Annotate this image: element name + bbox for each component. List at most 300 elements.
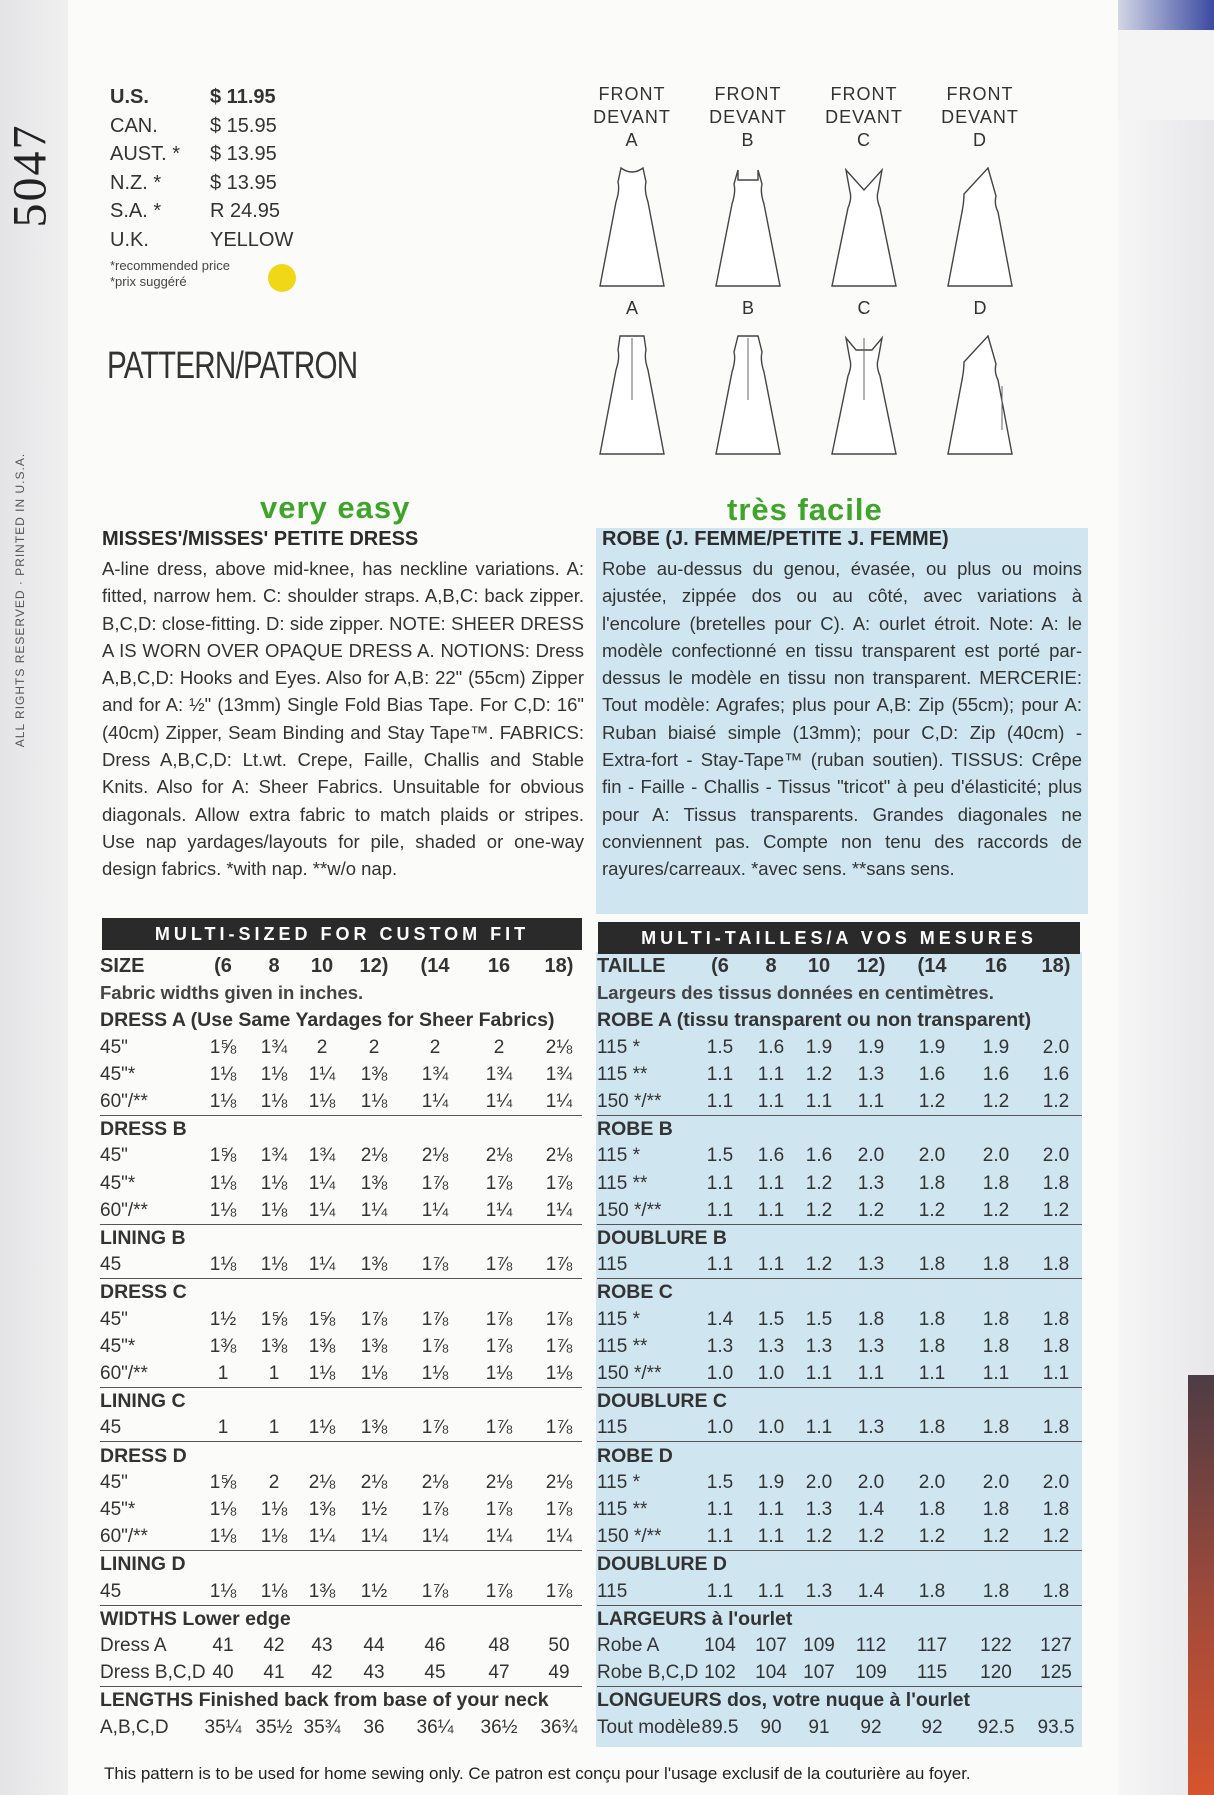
table-cell: 1⅛ — [209, 1063, 237, 1085]
row-label: TAILLE — [597, 955, 666, 977]
table-cell: 1.1 — [757, 1254, 785, 1276]
table-cell: 1 — [217, 1363, 229, 1384]
table-row — [100, 1632, 582, 1659]
table-cell: 1⅛ — [260, 1172, 288, 1194]
table-cell: 104 — [755, 1662, 787, 1684]
table-cell: 104 — [704, 1635, 736, 1656]
easy-title-fr: très facile — [727, 492, 883, 527]
table-cell: 1.1 — [706, 1172, 734, 1194]
table-cell: 18) — [1041, 955, 1071, 977]
table-row — [597, 1251, 1082, 1279]
row-label: DRESS A (Use Same Yardages for Sheer Fabrics) — [100, 1009, 555, 1032]
table-row — [597, 1496, 1082, 1523]
view-label-letter: D — [973, 130, 987, 150]
table-row — [100, 1251, 582, 1279]
table-row — [100, 1469, 582, 1496]
table-cell: 1⅜ — [308, 1335, 336, 1357]
row-label: ROBE C — [597, 1281, 673, 1304]
view-label-line1: FRONT — [946, 84, 1014, 104]
row-label: LONGUEURS dos, votre nuque à l'ourlet — [597, 1689, 971, 1712]
pattern-label: PATTERN/PATRON — [107, 345, 358, 387]
price-row — [110, 143, 340, 169]
table-row — [100, 1659, 582, 1687]
table-cell: 8 — [765, 955, 777, 977]
table-cell: 1.2 — [805, 1172, 833, 1194]
description-title-en: MISSES'/MISSES' PETITE DRESS — [102, 528, 419, 550]
table-cell: 50 — [548, 1635, 570, 1656]
table-cell: 1.2 — [1042, 1199, 1070, 1221]
table-cell: 2⅛ — [308, 1471, 336, 1493]
table-row — [100, 1550, 582, 1577]
side-legal-text: ALL RIGHTS RESERVED · PRINTED IN U.S.A. — [13, 452, 28, 748]
table-cell: 109 — [803, 1635, 835, 1656]
table-cell: 1.8 — [1042, 1254, 1070, 1276]
table-cell: 1.4 — [857, 1580, 885, 1602]
table-cell: 2 — [493, 1036, 505, 1058]
table-cell: 1⅞ — [545, 1172, 573, 1194]
table-cell: 1⅜ — [360, 1172, 388, 1194]
table-cell: 1⅛ — [260, 1063, 288, 1085]
table-cell: 1.8 — [1042, 1308, 1070, 1330]
table-cell: 1¾ — [421, 1063, 449, 1085]
table-cell: 1⅞ — [545, 1308, 573, 1330]
description-en — [102, 528, 584, 883]
table-cell: 1.1 — [857, 1363, 885, 1384]
row-label: 45 — [100, 1417, 122, 1439]
table-row — [597, 952, 1082, 979]
table-cell: 1.1 — [757, 1172, 785, 1194]
front-dress-d-icon — [942, 162, 1018, 292]
table-row — [100, 1578, 582, 1606]
table-cell: 49 — [548, 1662, 570, 1684]
table-cell: 2.0 — [918, 1471, 946, 1493]
view-label-line2: DEVANT — [709, 107, 787, 127]
table-cell: 1.3 — [857, 1417, 885, 1439]
table-cell: 1.2 — [805, 1063, 833, 1085]
table-row — [597, 1224, 1082, 1251]
table-cell: 36¼ — [416, 1716, 454, 1738]
table-row — [100, 1333, 582, 1360]
table-cell: 1.0 — [706, 1417, 734, 1439]
table-cell: 2.0 — [805, 1471, 833, 1493]
table-cell: 1.9 — [857, 1036, 885, 1058]
table-cell: 1⅞ — [485, 1580, 513, 1602]
table-cell: 1.1 — [706, 1580, 734, 1602]
row-label: LINING B — [100, 1227, 186, 1249]
table-row — [100, 1714, 582, 1741]
table-cell: 1.8 — [918, 1417, 946, 1439]
table-cell: 112 — [855, 1635, 887, 1656]
table-cell: 1.1 — [757, 1499, 785, 1520]
table-cell: 1.8 — [982, 1308, 1010, 1330]
table-cell: 40 — [212, 1662, 234, 1684]
description-fr — [596, 528, 1088, 914]
table-row — [597, 1006, 1082, 1033]
table-cell: 1.5 — [706, 1471, 734, 1493]
table-cell: 16 — [984, 955, 1008, 977]
table-cell: 1⅞ — [421, 1254, 449, 1276]
table-cell: 42 — [311, 1662, 333, 1684]
table-cell: 47 — [488, 1662, 510, 1684]
table-row — [597, 1550, 1082, 1577]
row-label: 150 */** — [597, 1091, 662, 1112]
table-cell: 1.1 — [757, 1580, 785, 1602]
row-label: 115 ** — [597, 1063, 648, 1085]
price-amount: $ 15.95 — [210, 114, 277, 137]
row-label: 45"* — [100, 1172, 136, 1194]
table-cell: 42 — [263, 1635, 285, 1656]
table-cell: 2⅛ — [545, 1145, 573, 1167]
table-row — [100, 1442, 582, 1469]
table-row — [100, 1306, 582, 1333]
table-row — [597, 1632, 1082, 1659]
table-cell: 1.2 — [918, 1526, 946, 1548]
view-label-line2: DEVANT — [593, 107, 671, 127]
price-country: AUST. * — [110, 143, 181, 165]
table-cell: 46 — [424, 1635, 446, 1656]
front-dress-c-icon — [826, 162, 902, 292]
table-cell: 1.3 — [805, 1580, 833, 1602]
table-cell: 1.6 — [805, 1145, 833, 1167]
table-row — [597, 1414, 1082, 1442]
row-label: Robe A — [597, 1635, 660, 1656]
row-label: 150 */** — [597, 1526, 662, 1548]
view-label-line1: FRONT — [714, 84, 782, 104]
table-cell: 43 — [311, 1635, 333, 1656]
table-cell: 1⅜ — [360, 1417, 388, 1439]
back-view-letter: C — [857, 298, 871, 318]
table-cell: 90 — [760, 1716, 782, 1738]
table-cell: 1⅝ — [308, 1308, 336, 1330]
table-cell: 1⅛ — [260, 1526, 288, 1548]
price-row — [110, 86, 340, 112]
table-cell: 1.0 — [757, 1363, 785, 1384]
row-label: 115 — [597, 1417, 628, 1439]
table-cell: 2⅛ — [545, 1471, 573, 1493]
table-cell: 125 — [1040, 1662, 1072, 1684]
row-label: LINING C — [100, 1390, 186, 1413]
table-cell: 1.8 — [918, 1580, 946, 1602]
table-cell: 1.2 — [857, 1199, 885, 1221]
view-label-c — [809, 83, 919, 152]
table-cell: 1.1 — [805, 1363, 833, 1384]
table-cell: 1.1 — [982, 1363, 1010, 1384]
table-cell: 1.9 — [982, 1036, 1010, 1058]
table-cell: 2⅛ — [485, 1471, 513, 1493]
table-cell: 1⅛ — [308, 1417, 336, 1439]
table-row — [597, 1442, 1082, 1469]
price-row — [110, 172, 340, 198]
row-label: 115 * — [597, 1145, 640, 1167]
table-cell: 1.8 — [1042, 1499, 1070, 1520]
table-cell: 91 — [808, 1716, 830, 1738]
table-cell: 2 — [429, 1036, 441, 1058]
table-cell: 1⅞ — [545, 1254, 573, 1276]
row-label: WIDTHS Lower edge — [100, 1607, 291, 1630]
table-cell: 1.2 — [982, 1091, 1010, 1112]
row-label: Largeurs des tissus données en centimètres. — [597, 982, 994, 1004]
table-row — [597, 1034, 1082, 1061]
table-cell: 1.8 — [857, 1308, 885, 1330]
table-cell: (6 — [711, 955, 729, 977]
table-cell: 2⅛ — [421, 1471, 449, 1493]
table-cell: (6 — [214, 955, 232, 977]
table-cell: 1.8 — [982, 1172, 1010, 1194]
table-row — [597, 1523, 1082, 1551]
row-label: Tout modèle — [597, 1716, 701, 1738]
price-country: S.A. * — [110, 200, 162, 222]
row-label: DOUBLURE D — [597, 1553, 727, 1576]
banner-fr: MULTI-TAILLES/A VOS MESURES — [598, 922, 1080, 954]
table-cell: 1⅝ — [209, 1145, 237, 1167]
price-row — [110, 229, 340, 255]
table-cell: 1.1 — [706, 1063, 734, 1085]
table-cell: 1.8 — [918, 1499, 946, 1520]
table-cell: 1.5 — [805, 1308, 833, 1330]
table-cell: 16 — [487, 955, 511, 977]
table-cell: 1 — [268, 1363, 280, 1384]
row-label: A,B,C,D — [100, 1716, 169, 1738]
table-row — [100, 1006, 582, 1033]
table-cell: 1.1 — [706, 1199, 734, 1221]
table-cell: 18) — [544, 955, 574, 977]
price-amount: $ 11.95 — [210, 86, 276, 108]
table-cell: 1⅛ — [260, 1091, 288, 1112]
table-cell: 1.8 — [1042, 1335, 1070, 1357]
table-cell: 93.5 — [1037, 1716, 1075, 1738]
table-cell: 35¾ — [303, 1716, 341, 1738]
table-cell: 1½ — [360, 1580, 388, 1602]
row-label: 45" — [100, 1308, 128, 1330]
table-cell: 2.0 — [1042, 1471, 1070, 1493]
price-amount: R 24.95 — [210, 200, 281, 222]
table-cell: 1.2 — [918, 1091, 946, 1112]
table-cell: 10 — [310, 955, 334, 977]
row-label: DOUBLURE C — [597, 1390, 727, 1413]
table-cell: 1.3 — [857, 1335, 885, 1357]
table-cell: 1⅞ — [485, 1417, 513, 1439]
table-row — [597, 1360, 1082, 1388]
table-cell: 1.9 — [757, 1471, 785, 1493]
row-label: 45"* — [100, 1499, 136, 1520]
table-cell: 2 — [268, 1471, 280, 1493]
table-cell: 1.8 — [982, 1417, 1010, 1439]
row-label: 60"/** — [100, 1199, 148, 1221]
table-cell: 1.1 — [918, 1363, 946, 1384]
table-cell: 1⅞ — [421, 1308, 449, 1330]
price-country: CAN. — [110, 114, 158, 137]
table-cell: 1.1 — [706, 1254, 734, 1276]
table-cell: 1⅛ — [260, 1254, 288, 1276]
table-row — [100, 1088, 582, 1116]
table-cell: 1.1 — [757, 1199, 785, 1221]
table-cell: 1.3 — [757, 1335, 785, 1357]
table-cell: 1⅜ — [308, 1580, 336, 1602]
table-cell: 1.6 — [918, 1063, 946, 1085]
table-cell: 1¼ — [485, 1199, 513, 1221]
row-label: 115 — [597, 1254, 628, 1276]
table-cell: 1.2 — [918, 1199, 946, 1221]
envelope-top-band — [1110, 0, 1214, 30]
table-cell: 2⅛ — [360, 1145, 388, 1167]
table-row — [100, 1170, 582, 1197]
table-cell: 1.3 — [857, 1063, 885, 1085]
table-cell: 1¾ — [485, 1063, 513, 1085]
table-row — [100, 1034, 582, 1061]
table-cell: 36½ — [480, 1716, 518, 1738]
table-cell: 1.8 — [918, 1335, 946, 1357]
table-cell: 1⅛ — [209, 1580, 237, 1602]
table-cell: 1.1 — [706, 1091, 734, 1112]
table-cell: 1⅛ — [360, 1091, 388, 1112]
table-cell: 48 — [488, 1635, 510, 1656]
row-label: Dress B,C,D — [100, 1662, 206, 1684]
view-label-letter: A — [625, 130, 639, 150]
row-label: DRESS B — [100, 1118, 187, 1141]
row-label: ROBE B — [597, 1118, 673, 1141]
table-cell: 1.1 — [706, 1499, 734, 1520]
table-cell: 1.4 — [857, 1499, 885, 1520]
view-label-d — [925, 83, 1035, 152]
price-country: N.Z. * — [110, 171, 162, 194]
table-row — [100, 1278, 582, 1305]
price-amount: YELLOW — [210, 228, 294, 251]
table-row — [100, 1686, 582, 1713]
table-cell: 1.8 — [982, 1335, 1010, 1357]
table-cell: 1¼ — [545, 1526, 573, 1548]
table-cell: 1⅝ — [260, 1308, 288, 1330]
table-row — [597, 1605, 1082, 1632]
table-cell: 89.5 — [701, 1716, 739, 1738]
table-row — [597, 1142, 1082, 1169]
table-cell: 1.6 — [982, 1063, 1010, 1085]
table-cell: 12) — [856, 955, 886, 977]
table-cell: 1¾ — [260, 1036, 288, 1058]
table-cell: 1.8 — [918, 1172, 946, 1194]
table-cell: 1¼ — [421, 1526, 449, 1548]
table-cell: 1.5 — [706, 1145, 734, 1167]
table-cell: 1⅞ — [485, 1499, 513, 1520]
table-cell: 2⅛ — [360, 1471, 388, 1493]
table-cell: 2.0 — [1042, 1145, 1070, 1167]
row-label: DRESS C — [100, 1281, 187, 1304]
row-label: 45 — [100, 1254, 122, 1276]
table-cell: 1.0 — [757, 1417, 785, 1439]
table-cell: 1⅛ — [209, 1172, 237, 1194]
table-row — [100, 1061, 582, 1088]
row-label: 115 * — [597, 1036, 640, 1058]
view-label-a — [577, 83, 687, 152]
table-cell: 41 — [212, 1635, 234, 1656]
table-row — [100, 1523, 582, 1551]
banner-en: MULTI-SIZED FOR CUSTOM FIT — [102, 918, 582, 950]
table-row — [597, 1578, 1082, 1606]
table-cell: 1¼ — [308, 1254, 336, 1276]
table-cell: 1.2 — [805, 1526, 833, 1548]
row-label: 60"/** — [100, 1091, 148, 1112]
row-label: Dress A — [100, 1635, 167, 1656]
table-cell: 1⅞ — [485, 1308, 513, 1330]
row-label: LENGTHS Finished back from base of your neck — [100, 1689, 549, 1712]
table-cell: 1.0 — [706, 1363, 734, 1384]
back-dress-d-icon — [942, 330, 1018, 460]
table-cell: 1¾ — [308, 1145, 336, 1167]
row-label: DOUBLURE B — [597, 1227, 727, 1249]
table-cell: 1¼ — [421, 1199, 449, 1221]
table-cell: 1⅞ — [421, 1172, 449, 1194]
table-cell: 1⅛ — [209, 1091, 237, 1112]
price-country: U.S. — [110, 86, 149, 108]
table-cell: 1⅛ — [545, 1363, 573, 1384]
view-label-line2: DEVANT — [825, 107, 903, 127]
row-label: 45"* — [100, 1063, 136, 1085]
table-cell: 1⅜ — [260, 1335, 288, 1357]
table-cell: 1.1 — [805, 1417, 833, 1439]
table-cell: 1.1 — [757, 1091, 785, 1112]
table-cell: 1.5 — [706, 1036, 734, 1058]
table-cell: 1⅞ — [545, 1335, 573, 1357]
table-row — [597, 1088, 1082, 1116]
table-cell: 1⅞ — [545, 1417, 573, 1439]
table-row — [100, 1224, 582, 1251]
table-row — [100, 1360, 582, 1388]
table-cell: 1.8 — [918, 1308, 946, 1330]
table-cell: 1.8 — [982, 1254, 1010, 1276]
table-cell: 1.1 — [805, 1091, 833, 1112]
row-label: 45 — [100, 1580, 122, 1602]
table-cell: 1¼ — [421, 1091, 449, 1112]
table-cell: 2 — [368, 1036, 380, 1058]
table-cell: 1⅞ — [545, 1499, 573, 1520]
table-cell: 2 — [316, 1036, 328, 1058]
envelope-left-edge — [0, 0, 68, 1795]
table-cell: 117 — [916, 1635, 948, 1656]
table-cell: 1.9 — [805, 1036, 833, 1058]
table-cell: 1⅛ — [260, 1580, 288, 1602]
row-label: Robe B,C,D — [597, 1662, 699, 1684]
table-cell: 1⅞ — [421, 1580, 449, 1602]
table-cell: 1⅛ — [209, 1526, 237, 1548]
table-cell: 1½ — [209, 1308, 237, 1330]
row-label: 150 */** — [597, 1363, 662, 1384]
table-cell: 1.3 — [805, 1335, 833, 1357]
table-cell: 1.6 — [757, 1145, 785, 1167]
table-cell: 1.1 — [757, 1063, 785, 1085]
table-cell: 92.5 — [977, 1716, 1015, 1738]
table-cell: 1¼ — [308, 1172, 336, 1194]
table-cell: 1.5 — [757, 1308, 785, 1330]
view-label-letter: C — [857, 130, 871, 150]
table-cell: 1⅜ — [209, 1335, 237, 1357]
table-row — [597, 1197, 1082, 1225]
table-cell: 102 — [704, 1662, 736, 1684]
description-title-fr: ROBE (J. FEMME/PETITE J. FEMME) — [602, 528, 949, 550]
back-dress-b-icon — [710, 330, 786, 460]
table-cell: 1¼ — [485, 1526, 513, 1548]
table-cell: 2.0 — [857, 1471, 885, 1493]
table-cell: 1¼ — [308, 1063, 336, 1085]
table-cell: 1⅛ — [421, 1363, 449, 1384]
table-cell: 1.8 — [918, 1254, 946, 1276]
table-cell: 8 — [268, 955, 280, 977]
row-label: 115 ** — [597, 1172, 648, 1194]
view-label-line1: FRONT — [830, 84, 898, 104]
table-cell: 1 — [217, 1417, 229, 1439]
table-cell: 1⅜ — [308, 1499, 336, 1520]
table-cell: 1.1 — [706, 1526, 734, 1548]
table-cell: 1⅞ — [360, 1308, 388, 1330]
table-row — [100, 1605, 582, 1632]
